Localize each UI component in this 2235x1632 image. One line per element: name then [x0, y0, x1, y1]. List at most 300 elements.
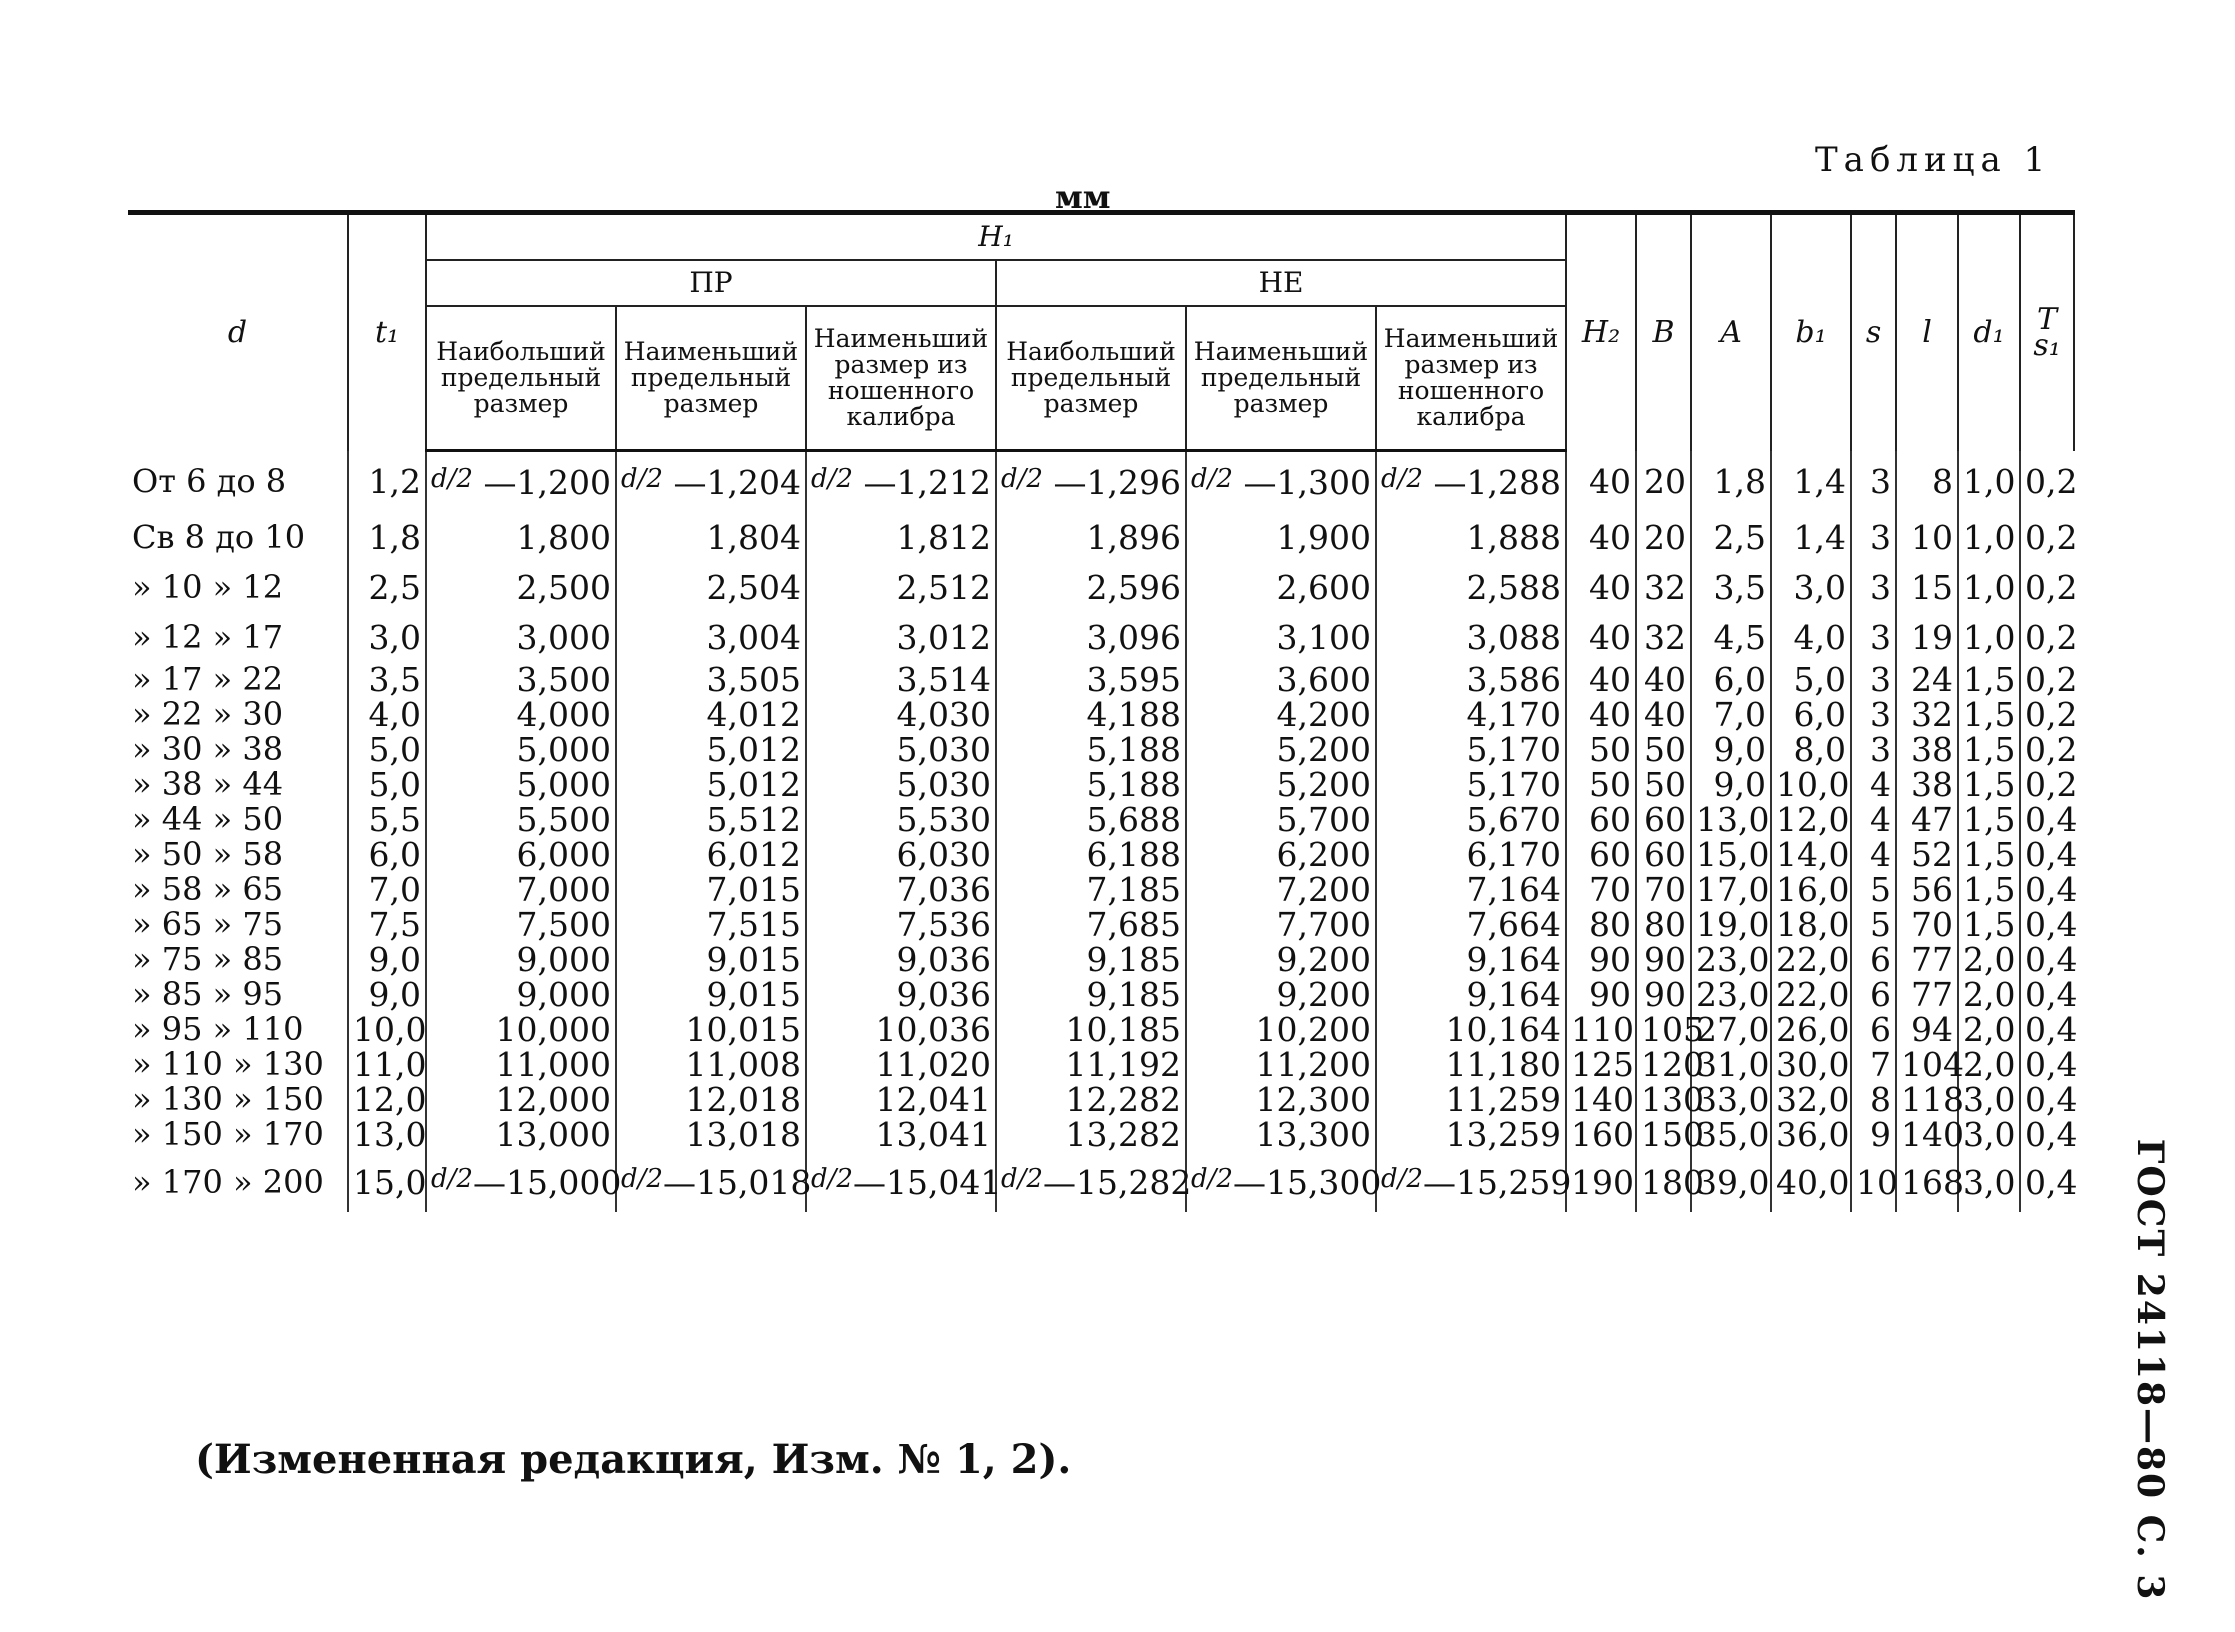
cell-value: 3,595: [1086, 660, 1181, 699]
cell-B: [1636, 942, 1691, 977]
cell-value: 0,4: [2025, 975, 2078, 1014]
header-t1: t₁: [348, 213, 426, 451]
cell-value: 3: [1870, 695, 1892, 734]
cell-value: 6: [1870, 940, 1892, 979]
cell-value: 4,5: [1713, 617, 1767, 657]
cell-value: 5,0: [1793, 660, 1847, 699]
cell-value: 8: [1870, 1080, 1892, 1119]
cell-value: 11,020: [875, 1045, 991, 1084]
cell-value: 40: [1589, 617, 1632, 657]
cell-ne-min: [1186, 732, 1376, 767]
cell-value: 0,2: [2025, 660, 2078, 699]
cell-d1: [1958, 1152, 2020, 1212]
cell-value: 12,0: [1776, 800, 1850, 839]
cell-B: [1636, 451, 1691, 513]
cell-t1: [348, 1012, 426, 1047]
cell-value: 13,041: [875, 1115, 991, 1154]
cell-H2: [1566, 1117, 1636, 1152]
cell-pr-max: [426, 942, 616, 977]
cell-value: 2,500: [516, 567, 611, 607]
cell-value: —1,212: [863, 462, 991, 502]
cell-value: 4,170: [1466, 695, 1562, 734]
cell-ne-min: [1186, 1012, 1376, 1047]
cell-value: 1,8: [1713, 461, 1767, 501]
header-Ts1: T s₁: [2020, 213, 2074, 451]
cell-value: 1,5: [1963, 695, 2016, 734]
cell-value: 0,2: [2025, 517, 2078, 557]
cell-range: [128, 872, 348, 907]
cell-pr-worn: [806, 977, 996, 1012]
cell-value: 10,200: [1255, 1010, 1371, 1049]
cell-value: 12,282: [1065, 1080, 1181, 1119]
cell-H2: [1566, 512, 1636, 562]
cell-value: 3,5: [368, 660, 421, 699]
fraction-d-over-2: d/2: [621, 1163, 663, 1194]
cell-value: 118: [1901, 1080, 1965, 1119]
cell-value: 2,512: [896, 567, 991, 607]
cell-B: [1636, 802, 1691, 837]
cell-value: 24: [1911, 660, 1954, 699]
cell-value: 1,4: [1793, 461, 1847, 501]
cell-pr-worn: [806, 767, 996, 802]
cell-Ts1: [2020, 1045, 2078, 1084]
cell-Ts1: [2020, 870, 2078, 909]
cell-value: 30,0: [1776, 1045, 1850, 1084]
cell-value: 4,000: [516, 695, 611, 734]
cell-pr-max: [426, 562, 616, 612]
cell-value: 90: [1644, 940, 1687, 979]
cell-value: 180: [1641, 1162, 1705, 1202]
cell-pr-worn: [806, 451, 996, 513]
cell-value: 7,515: [706, 905, 801, 944]
cell-value: 13,282: [1065, 1115, 1181, 1154]
cell-value: 3: [1870, 730, 1892, 769]
cell-value: —15,000: [472, 1162, 622, 1202]
cell-t1: [348, 942, 426, 977]
cell-value: 7,0: [368, 870, 421, 909]
cell-ne-worn: [1376, 942, 1566, 977]
cell-value: 13,0: [1696, 800, 1770, 839]
cell-value: 7,015: [706, 870, 801, 909]
cell-value: 32: [1644, 617, 1687, 657]
cell-value: 9,000: [516, 940, 611, 979]
cell-value: 0,4: [2025, 1080, 2078, 1119]
header-d1: d₁: [1958, 213, 2020, 451]
cell-value: 1,5: [1963, 765, 2016, 804]
cell-Ts1: [2020, 730, 2078, 769]
side-label: ГОСТ 24118—80 С. 3: [2129, 1138, 2171, 1602]
cell-H2: [1566, 1047, 1636, 1082]
cell-value: 3,500: [516, 660, 611, 699]
cell-value: —1,288: [1433, 462, 1562, 502]
cell-d1: [1958, 872, 2020, 907]
cell-value: 7,536: [896, 905, 991, 944]
cell-pr-min: [616, 662, 806, 697]
cell-value: 1,800: [516, 517, 611, 557]
cell-value: 6: [1870, 975, 1892, 1014]
cell-value: 40: [1589, 567, 1632, 607]
cell-H2: [1566, 837, 1636, 872]
cell-value: 160: [1571, 1115, 1635, 1154]
cell-ne-max: [996, 942, 1186, 977]
cell-s: [1851, 612, 1896, 662]
cell-H2: [1566, 612, 1636, 662]
cell-range: [128, 1152, 348, 1212]
table-row: [128, 512, 2074, 562]
cell-value: 9,0: [1713, 730, 1767, 769]
cell-value: 0,2: [2025, 617, 2078, 657]
cell-value: 0,4: [2025, 835, 2078, 874]
cell-value: 1,5: [1963, 730, 2016, 769]
cell-value: 4,030: [896, 695, 991, 734]
cell-value: 3,000: [516, 617, 611, 657]
cell-value: 11,008: [685, 1045, 801, 1084]
cell-value: 40: [1644, 660, 1687, 699]
fraction-d-over-2: d/2: [1001, 463, 1043, 494]
cell-value: 4,200: [1276, 695, 1371, 734]
cell-ne-min: [1186, 451, 1376, 513]
cell-b1: [1771, 1117, 1851, 1152]
cell-A: [1691, 1012, 1771, 1047]
cell-t1: [348, 1152, 426, 1212]
header-l: l: [1896, 213, 1958, 451]
cell-s: [1851, 837, 1896, 872]
cell-b1: [1771, 872, 1851, 907]
cell-value: » 85 » 95: [132, 975, 284, 1013]
cell-value: 40: [1589, 695, 1632, 734]
cell-value: 11,000: [495, 1045, 611, 1084]
cell-pr-min: [616, 837, 806, 872]
cell-range: [128, 977, 348, 1012]
cell-value: 3,096: [1086, 617, 1181, 657]
cell-ne-max: [996, 872, 1186, 907]
cell-ne-min: [1186, 512, 1376, 562]
cell-value: 5,188: [1086, 765, 1181, 804]
table-row: [128, 1082, 2074, 1117]
cell-value: 2,5: [1713, 517, 1767, 557]
cell-value: 2,0: [1963, 1045, 2016, 1084]
cell-d1: [1958, 732, 2020, 767]
cell-pr-worn: [806, 802, 996, 837]
cell-value: 4: [1870, 835, 1892, 874]
cell-pr-worn: [806, 1012, 996, 1047]
cell-value: 6,188: [1086, 835, 1181, 874]
table-row: [128, 977, 2074, 1012]
cell-A: [1691, 907, 1771, 942]
cell-pr-min: [616, 1117, 806, 1152]
cell-value: 7,000: [516, 870, 611, 909]
cell-value: 0,4: [2025, 905, 2078, 944]
cell-s: [1851, 1047, 1896, 1082]
cell-value: 5,200: [1276, 765, 1371, 804]
cell-B: [1636, 512, 1691, 562]
cell-A: [1691, 612, 1771, 662]
cell-value: 140: [1901, 1115, 1965, 1154]
cell-value: 6,0: [1713, 660, 1767, 699]
cell-A: [1691, 802, 1771, 837]
cell-value: —1,300: [1243, 462, 1371, 502]
cell-value: 4: [1870, 800, 1892, 839]
header-ne-max: Наибольший предельный размер: [996, 306, 1186, 451]
cell-value: 10: [1911, 517, 1954, 557]
cell-value: 10,000: [495, 1010, 611, 1049]
cell-s: [1851, 802, 1896, 837]
cell-pr-min: [616, 1152, 812, 1212]
cell-d1: [1958, 1082, 2020, 1117]
cell-value: 40: [1589, 461, 1632, 501]
cell-pr-worn: [806, 1047, 996, 1082]
cell-value: 70: [1644, 870, 1687, 909]
cell-value: 5,200: [1276, 730, 1371, 769]
cell-pr-min: [616, 872, 806, 907]
cell-value: 0,4: [2025, 1162, 2078, 1202]
cell-pr-min: [616, 1082, 806, 1117]
cell-ne-max: [996, 1012, 1186, 1047]
cell-value: 4,0: [1793, 617, 1847, 657]
cell-value: 32,0: [1776, 1080, 1850, 1119]
cell-value: 32: [1644, 567, 1687, 607]
cell-value: 26,0: [1776, 1010, 1850, 1049]
cell-range: [128, 907, 348, 942]
cell-pr-worn: [806, 732, 996, 767]
cell-value: 110: [1571, 1010, 1635, 1049]
cell-t1: [348, 872, 426, 907]
cell-value: 77: [1911, 975, 1954, 1014]
cell-value: 10,0: [353, 1010, 427, 1049]
cell-value: 20: [1644, 517, 1687, 557]
cell-value: 19: [1911, 617, 1954, 657]
table-row: [128, 1047, 2074, 1082]
cell-value: 1,896: [1086, 517, 1181, 557]
cell-value: 17,0: [1696, 870, 1770, 909]
cell-l: [1896, 662, 1958, 697]
cell-value: 0,4: [2025, 1045, 2078, 1084]
cell-value: 23,0: [1696, 975, 1770, 1014]
cell-t1: [348, 562, 426, 612]
cell-value: 39,0: [1696, 1162, 1770, 1202]
cell-value: 60: [1589, 835, 1632, 874]
cell-value: 38: [1911, 765, 1954, 804]
cell-range: [128, 512, 348, 562]
header-pr: ПР: [426, 260, 996, 306]
cell-ne-min: [1186, 1152, 1382, 1212]
cell-value: 1,900: [1276, 517, 1371, 557]
cell-value: 140: [1571, 1080, 1635, 1119]
cell-range: [128, 732, 348, 767]
cell-pr-min: [616, 1012, 806, 1047]
cell-value: 6,012: [706, 835, 801, 874]
cell-t1: [348, 802, 426, 837]
cell-value: 5,030: [896, 730, 991, 769]
cell-pr-max: [426, 872, 616, 907]
cell-pr-min: [616, 977, 806, 1012]
cell-ne-min: [1186, 802, 1376, 837]
cell-value: 9,0: [368, 940, 421, 979]
cell-s: [1851, 732, 1896, 767]
cell-b1: [1771, 562, 1851, 612]
cell-value: 56: [1911, 870, 1954, 909]
cell-value: 5: [1870, 905, 1892, 944]
cell-pr-min: [616, 612, 806, 662]
cell-ne-max: [996, 802, 1186, 837]
cell-Ts1: [2020, 660, 2078, 699]
cell-value: 47: [1911, 800, 1954, 839]
table-row: [128, 942, 2074, 977]
cell-ne-worn: [1376, 907, 1566, 942]
cell-value: 27,0: [1696, 1010, 1770, 1049]
cell-Ts1: [2020, 451, 2078, 513]
cell-value: 150: [1641, 1115, 1705, 1154]
cell-value: 5,700: [1276, 800, 1371, 839]
cell-s: [1851, 942, 1896, 977]
cell-value: 60: [1644, 800, 1687, 839]
cell-pr-worn: [806, 1082, 996, 1117]
cell-range: [128, 767, 348, 802]
cell-value: 9,200: [1276, 940, 1371, 979]
cell-A: [1691, 767, 1771, 802]
cell-value: 7,0: [1713, 695, 1767, 734]
cell-t1: [348, 907, 426, 942]
cell-pr-max: [426, 451, 616, 513]
cell-Ts1: [2020, 612, 2078, 662]
cell-ne-max: [996, 662, 1186, 697]
cell-ne-worn: [1376, 451, 1566, 513]
cell-ne-worn: [1376, 977, 1566, 1012]
cell-value: 50: [1589, 765, 1632, 804]
cell-value: 0,4: [2025, 940, 2078, 979]
cell-A: [1691, 1047, 1771, 1082]
cell-d1: [1958, 451, 2020, 513]
cell-l: [1896, 1012, 1958, 1047]
cell-value: 2,0: [1963, 975, 2016, 1014]
cell-value: 0,2: [2025, 730, 2078, 769]
cell-t1: [348, 1082, 426, 1117]
cell-pr-max: [426, 1152, 622, 1212]
cell-l: [1896, 1080, 1965, 1119]
cell-l: [1896, 802, 1958, 837]
cell-value: 22,0: [1776, 940, 1850, 979]
cell-A: [1691, 451, 1771, 513]
cell-value: 6: [1870, 1010, 1892, 1049]
cell-range: [128, 1012, 348, 1047]
cell-B: [1636, 767, 1691, 802]
cell-value: » 17 » 22: [132, 660, 284, 698]
cell-value: 0,2: [2025, 765, 2078, 804]
cell-value: 12,0: [353, 1080, 427, 1119]
cell-pr-max: [426, 907, 616, 942]
header-pr-worn: Наименьший размер из ношенного калибра: [806, 306, 996, 451]
cell-ne-max: [996, 697, 1186, 732]
cell-value: 40: [1589, 660, 1632, 699]
cell-value: 1,5: [1963, 660, 2016, 699]
cell-pr-min: [616, 451, 806, 513]
cell-s: [1851, 1152, 1899, 1212]
cell-pr-worn: [806, 512, 996, 562]
cell-value: 7: [1870, 1045, 1892, 1084]
cell-value: 3: [1870, 461, 1892, 501]
cell-b1: [1771, 697, 1851, 732]
cell-ne-worn: [1376, 732, 1566, 767]
table-row: [128, 837, 2074, 872]
cell-b1: [1771, 512, 1851, 562]
table-row: [128, 907, 2074, 942]
cell-b1: [1771, 1082, 1851, 1117]
cell-l: [1896, 907, 1958, 942]
cell-value: 90: [1589, 975, 1632, 1014]
cell-s: [1851, 767, 1896, 802]
cell-Ts1: [2020, 1080, 2078, 1119]
cell-value: 9: [1870, 1115, 1892, 1154]
cell-H2: [1566, 802, 1636, 837]
cell-l: [1896, 512, 1958, 562]
table-row: [128, 1117, 2074, 1152]
cell-pr-min: [616, 942, 806, 977]
cell-pr-max: [426, 977, 616, 1012]
cell-ne-worn: [1376, 1012, 1566, 1047]
cell-value: 12,041: [875, 1080, 991, 1119]
cell-value: 22,0: [1776, 975, 1850, 1014]
cell-range: [128, 451, 348, 513]
cell-ne-worn: [1376, 872, 1566, 907]
cell-value: 9,036: [896, 940, 991, 979]
cell-value: 3,505: [706, 660, 801, 699]
table-row: [128, 872, 2074, 907]
cell-value: 0,4: [2025, 870, 2078, 909]
cell-ne-max: [996, 562, 1186, 612]
cell-H2: [1566, 1152, 1636, 1212]
cell-l: [1896, 1045, 1965, 1084]
cell-d1: [1958, 907, 2020, 942]
header-b1: b₁: [1771, 213, 1851, 451]
cell-value: 5,0: [368, 730, 421, 769]
cell-range: [128, 802, 348, 837]
cell-d1: [1958, 697, 2020, 732]
cell-value: 7,164: [1466, 870, 1562, 909]
cell-pr-max: [426, 662, 616, 697]
cell-H2: [1566, 697, 1636, 732]
cell-value: 7,685: [1086, 905, 1181, 944]
cell-ne-min: [1186, 612, 1376, 662]
cell-value: Св 8 до 10: [132, 517, 306, 556]
cell-value: 8: [1932, 461, 1954, 501]
cell-ne-worn: [1376, 1047, 1566, 1082]
cell-value: 15,0: [1696, 835, 1770, 874]
table-header: [128, 213, 2074, 451]
cell-value: 3: [1870, 617, 1892, 657]
cell-value: 7,5: [368, 905, 421, 944]
cell-ne-min: [1186, 1117, 1376, 1152]
cell-value: 3,0: [368, 617, 421, 657]
cell-value: 3,514: [896, 660, 991, 699]
cell-b1: [1771, 837, 1851, 872]
cell-Ts1: [2020, 1010, 2078, 1049]
cell-B: [1636, 1045, 1705, 1084]
cell-value: 0,4: [2025, 1115, 2078, 1154]
cell-A: [1691, 977, 1771, 1012]
table-caption: Таблица 1: [1815, 140, 2052, 180]
cell-value: 10,164: [1445, 1010, 1562, 1049]
cell-H2: [1566, 451, 1636, 513]
cell-ne-max: [996, 907, 1186, 942]
cell-value: —15,282: [1042, 1162, 1192, 1202]
cell-H2: [1566, 872, 1636, 907]
cell-t1: [348, 612, 426, 662]
cell-A: [1691, 662, 1771, 697]
cell-value: 94: [1911, 1010, 1954, 1049]
cell-pr-min: [616, 562, 806, 612]
cell-value: 5,188: [1086, 730, 1181, 769]
cell-value: » 50 » 58: [132, 835, 284, 873]
